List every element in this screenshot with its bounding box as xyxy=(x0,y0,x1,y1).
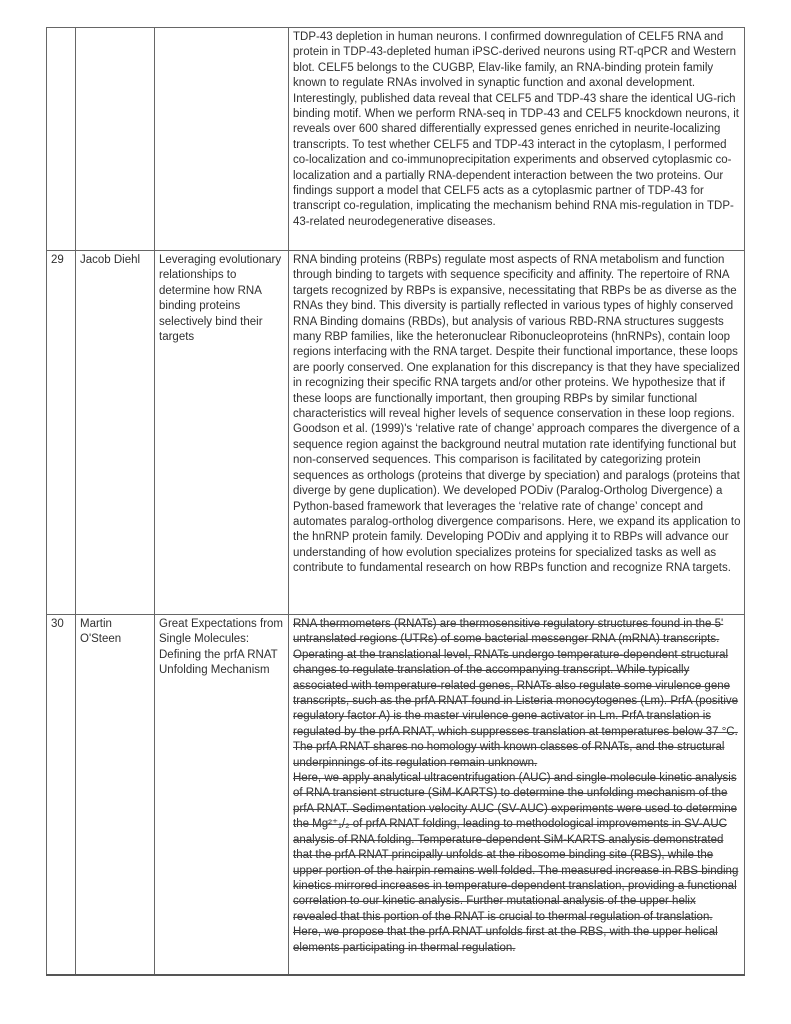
abstracts-table xyxy=(46,27,745,976)
title-cell: Great Expectations from Single Molecules: Defining the prfA RNAT Unfolding Mechanism xyxy=(155,615,289,976)
number-cell: 30 xyxy=(47,615,76,976)
abstract-cell xyxy=(289,28,745,251)
table-row-29 xyxy=(47,251,745,615)
title-cell: Leveraging evolutionary relationships to determine how RNA binding proteins selectively bind their targets xyxy=(155,251,289,615)
title-cell xyxy=(155,28,289,251)
abstract-paragraph: RNA binding proteins (RBPs) regulate most aspects of RNA metabolism and function through binding to targets with sequence specificity and affinity. The repertoire of RNA targets recognized by RBPs is expansive, necessitating that RBPs be as diverse as the RNAs they bind. This diversity is partially reflected in various types of highly conserved RNA Binding domains (RBDs), but analysis of various RBD-RNA structures suggests many RBP families, like the heteronuclear Ribonucleoproteins (hnRNPs), contain loop regions interfacing with the RNA target. Despite their functional importance, these loops are poorly conserved. One explanation for this discrepancy is that they have specialized in recognizing their specific RNA targets and/or other proteins. We hypothesize that if these loops are functionally important, then grouping RBPs by similar functional characteristics will reveal higher levels of sequence conservation in these loop regions. Goodson et al. (1999)'s ‘relative rate of change’ approach compares the divergence of a sequence region against the background neutral mutation rate identifying functional but non-conserved sequences. This comparison is facilitated by categorizing protein sequences as orthologs (proteins that diverge by speciation) and paralogs (proteins that diverge by gene duplication). We developed PODiv (Paralog-Ortholog Divergence) a Python-based framework that leverages the ‘relative rate of change’ concept and automates paralog-ortholog divergence comparisons. Here, we expand its application to the hnRNP protein family. Developing PODiv and applying it to RBPs will advance our understanding of how evolution specializes proteins for specialized tasks as well as contribute to fundamental research on how RBPs function and recognize RNA targets. xyxy=(293,254,741,575)
abstract-cell xyxy=(289,251,745,615)
presenter-cell xyxy=(76,28,155,251)
number-cell xyxy=(47,28,76,251)
number-cell: 29 xyxy=(47,251,76,615)
table-row-30 xyxy=(47,615,745,976)
table-row-continuation xyxy=(47,28,745,251)
presenter-cell: Jacob Diehl xyxy=(76,251,155,615)
presenter-cell: Martin O'Steen xyxy=(76,615,155,976)
abstract-cell-strikethrough xyxy=(289,615,745,976)
abstract-paragraph: Here, we apply analytical ultracentrifugation (AUC) and single-molecule kinetic analysis of RNA transient structure (SiM-KARTS) to determine the unfolding mechanism of the prfA RNAT. Sedimentation velocity AUC (SV-AUC) experiments were used to determine the Mg²⁺₁/₂ of prfA RNAT folding, leading to methodological improvements in SV-AUC analysis of RNA folding. Temperature-dependent SiM-KARTS analysis demonstrated that the prfA RNAT principally unfolds at the ribosome binding site (RBS), while the upper portion of the hairpin remains well folded. The measured increase in RBS binding kinetics mirrored increases in temperature-dependent translation, providing a functional correlation to our kinetic analysis. Further mutational analysis of the upper helix revealed that this portion of the RNAT is crucial to thermal regulation of translation. Here, we propose that the prfA RNAT unfolds first at the RBS, with the upper helical elements participating in thermal regulation. xyxy=(293,772,739,954)
abstract-paragraph: RNA thermometers (RNATs) are thermosensitive regulatory structures found in the 5' untranslated regions (UTRs) of some bacterial messenger RNA (mRNA) transcripts. Operating at the translational level, RNATs undergo temperature-dependent structural changes to regulate translation of the accompanying transcript. While typically associated with temperature-related genes, RNATs also regulate some virulence gene transcripts, such as the prfA RNAT found in Listeria monocytogenes (Lm). PrfA (positive regulatory factor A) is the master virulence gene activator in Lm. PrfA translation is regulated by the prfA RNAT, which suppresses translation at temperatures below 37 °C. The prfA RNAT shares no homology with known classes of RNATs, and the structural underpinnings of its regulation remain unknown. xyxy=(293,618,739,769)
abstract-paragraph: TDP-43 depletion in human neurons. I confirmed downregulation of CELF5 RNA and protein in TDP-43-depleted human iPSC-derived neurons using RT-qPCR and Western blot. CELF5 belongs to the CUGBP, Elav-like family, an RNA-binding protein family known to regulate RNAs involved in synaptic function and axonal development. Interestingly, published data reveal that CELF5 and TDP-43 share the identical UG-rich binding motif. When we perform RNA-seq in TDP-43 and CELF5 knockdown neurons, it reveals over 600 shared differentially expressed genes enriched in neurite-localizing transcripts. To test whether CELF5 and TDP-43 interact in the cytoplasm, I performed co-localization and co-immunoprecipitation experiments and observed cytoplasmic co-localization and a partially RNA-dependent interaction between the two proteins. Our findings support a model that CELF5 acts as a cytoplasmic partner of TDP-43 for transcript co-regulation, implicating the mechanism behind RNA mis-regulation in TDP-43-related neurodegenerative diseases. xyxy=(293,31,739,228)
